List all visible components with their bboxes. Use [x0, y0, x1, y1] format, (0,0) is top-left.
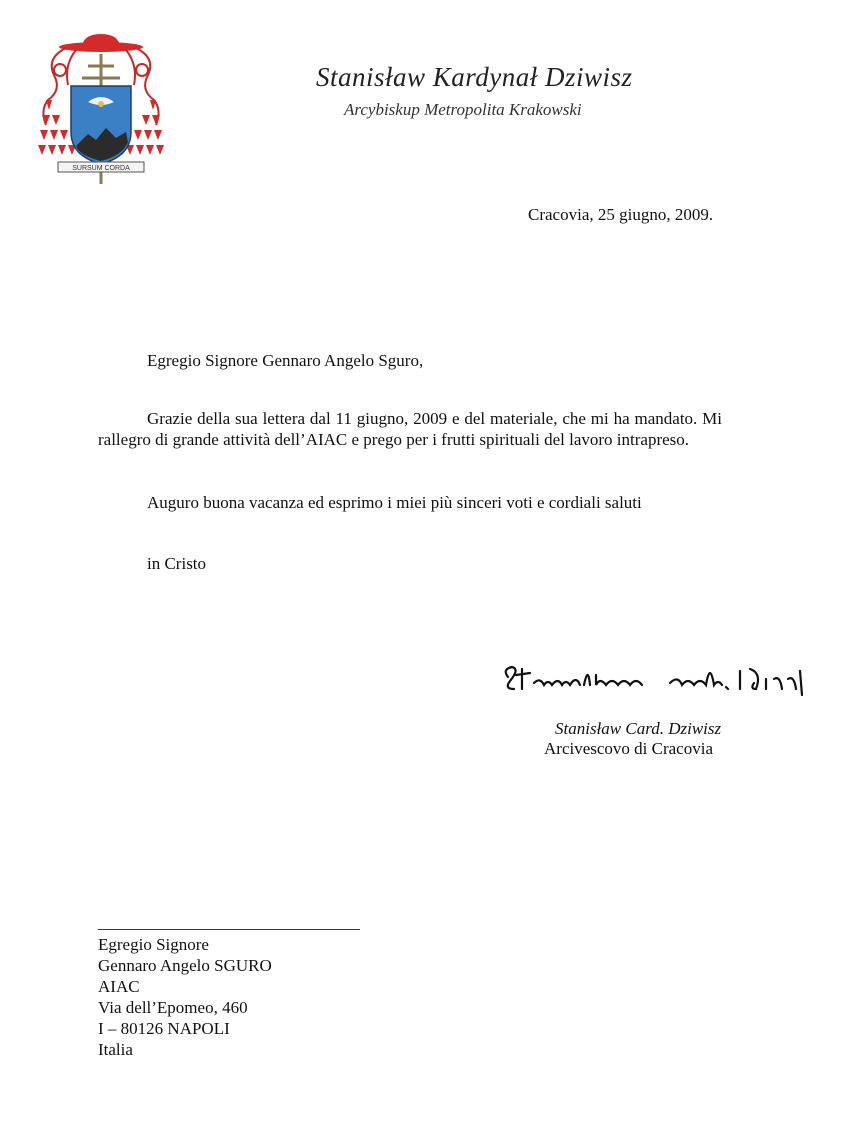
- cardinal-hat-icon: [59, 34, 143, 52]
- address-line: Italia: [98, 1040, 133, 1059]
- coat-of-arms-emblem: [36, 30, 166, 190]
- address-line: Egregio Signore: [98, 935, 209, 954]
- salutation: Egregio Signore Gennaro Angelo Sguro,: [147, 351, 424, 370]
- address-line: Gennaro Angelo SGURO: [98, 956, 272, 975]
- recipient-address: [98, 934, 272, 1060]
- motto-scroll: [58, 162, 144, 172]
- signatory-name: Stanisław Card. Dziwisz: [555, 719, 722, 738]
- shield-icon: [71, 86, 131, 164]
- letterhead-name: Stanisław Kardynał Dziwisz: [316, 62, 633, 92]
- address-line: Via dell’Epomeo, 460: [98, 998, 248, 1017]
- body-paragraph-2: Auguro buona vacanza ed esprimo i miei più sinceri voti e cordiali saluti: [147, 493, 642, 512]
- letterhead-title: Arcybiskup Metropolita Krakowski: [344, 100, 582, 119]
- letter-date: Cracovia, 25 giugno, 2009.: [528, 205, 714, 224]
- address-line: AIAC: [98, 977, 140, 996]
- signatory-title: Arcivescovo di Cracovia: [544, 739, 713, 758]
- address-line: I – 80126 NAPOLI: [98, 1019, 230, 1038]
- handwritten-signature: [500, 655, 830, 705]
- address-divider: [98, 929, 360, 930]
- body-paragraph-1: Grazie della sua lettera dal 11 giugno, 2009 e del materiale, che mi ha mandato. Mi rallegro di grande attività dell’AIAC e prego per i frutti spirituali del lavoro intrapreso.: [98, 409, 722, 449]
- closing: in Cristo: [147, 554, 207, 573]
- svg-text:SURSUM CORDA: SURSUM CORDA: [72, 165, 130, 172]
